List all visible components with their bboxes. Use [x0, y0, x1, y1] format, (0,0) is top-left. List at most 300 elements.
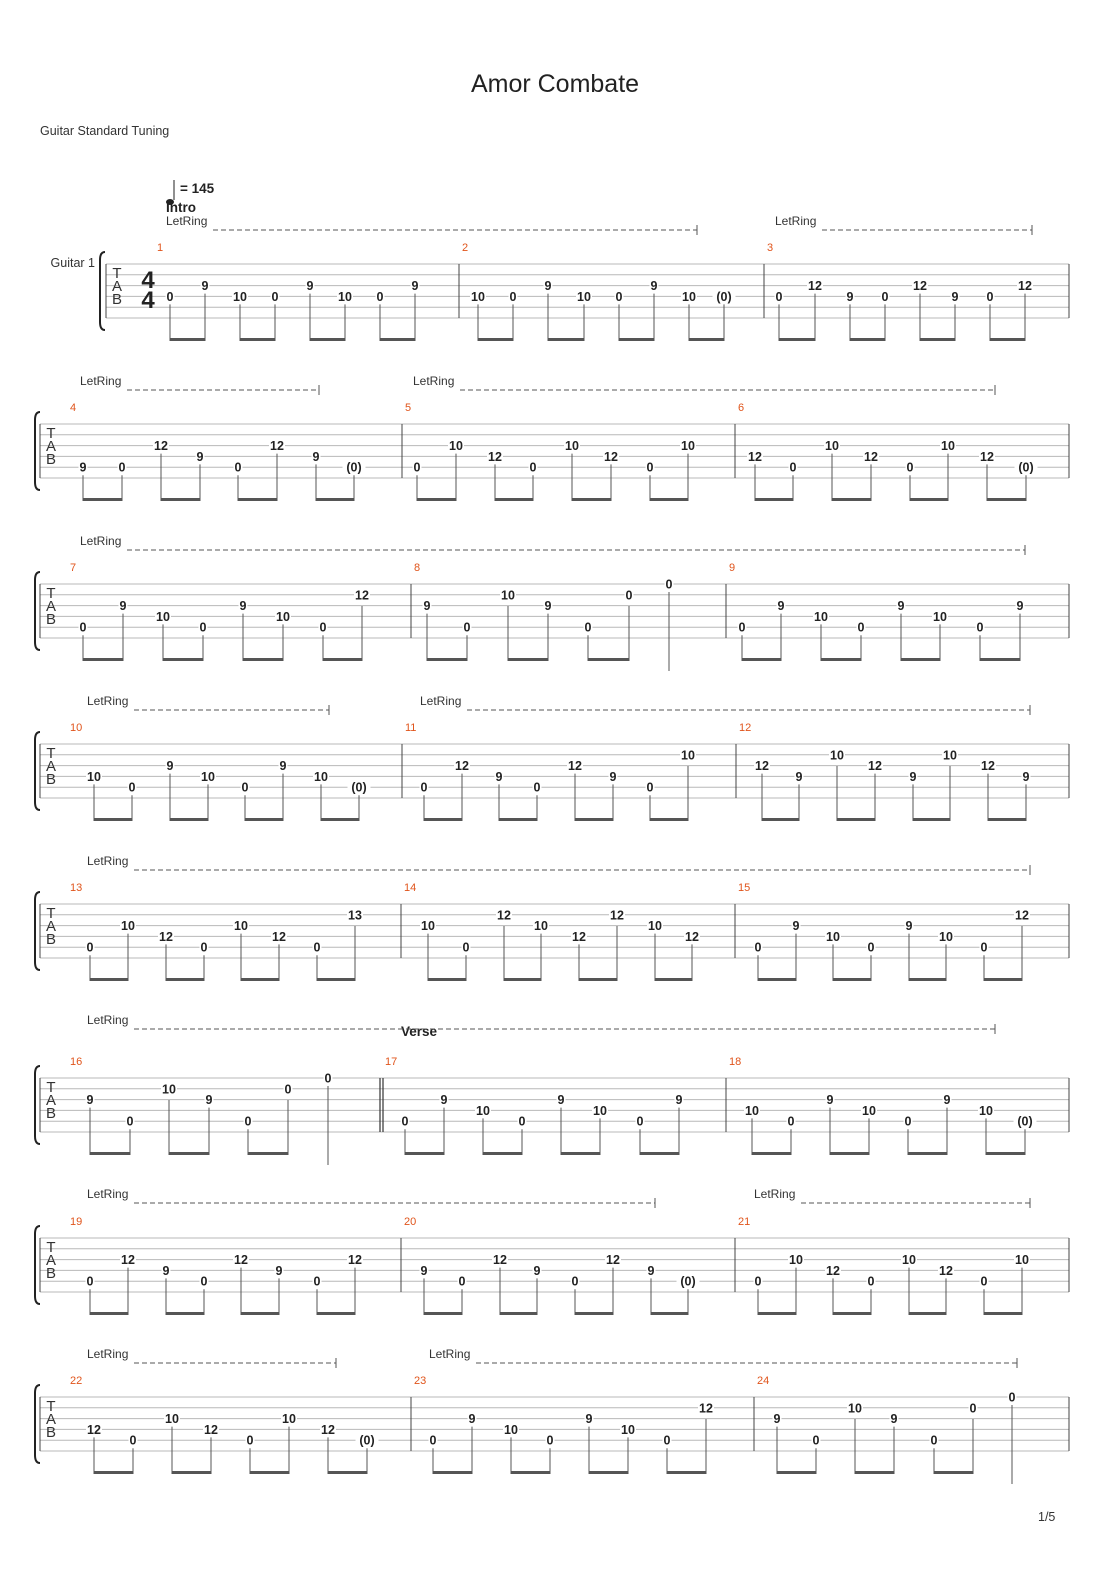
fret-number: 0: [789, 460, 797, 475]
page-number: 1/5: [1038, 1510, 1056, 1524]
fret-number: 0: [129, 1433, 137, 1448]
note-beam: [238, 498, 278, 501]
fret-number: 0: [458, 1274, 466, 1289]
fret-number: 12: [606, 1253, 620, 1268]
fret-number: 0: [244, 1114, 252, 1129]
note-beam: [650, 498, 689, 501]
note-beam: [762, 818, 800, 821]
fret-number: 10: [862, 1103, 876, 1118]
fret-number: 9: [533, 1263, 541, 1278]
fret-number: 12: [748, 449, 762, 464]
time-signature-bottom: 4: [141, 287, 155, 314]
tab-clef-letter: B: [45, 451, 57, 468]
fret-number: 0: [509, 289, 517, 304]
note-beam: [640, 1152, 680, 1155]
fret-number: 0: [313, 940, 321, 955]
fret-number: 0: [246, 1433, 254, 1448]
measure-number: 16: [70, 1056, 83, 1068]
fret-number: 0: [128, 780, 136, 795]
measure-number: 6: [738, 402, 745, 414]
fret-number: 0: [663, 1433, 671, 1448]
fret-number: (0): [1017, 1114, 1033, 1129]
tab-clef-letter: B: [45, 1265, 57, 1282]
fret-number: 9: [79, 460, 87, 475]
fret-number: 0: [463, 620, 471, 635]
note-beam: [380, 338, 416, 341]
note-beam: [163, 658, 204, 661]
letring-label: LetRing: [87, 854, 129, 868]
note-beam: [758, 978, 797, 981]
note-beam: [901, 658, 941, 661]
fret-number: 12: [864, 449, 878, 464]
measure-number: 8: [414, 562, 421, 574]
fret-number: (0): [346, 460, 362, 475]
measure-number: 20: [404, 1216, 417, 1228]
fret-number: 12: [455, 759, 469, 774]
fret-number: 12: [610, 908, 624, 923]
fret-number: 0: [665, 577, 673, 592]
note-beam: [170, 818, 209, 821]
measure-number: 12: [739, 722, 752, 734]
fret-number: 10: [621, 1422, 635, 1437]
fret-number: 12: [87, 1422, 101, 1437]
fret-number: 9: [495, 769, 503, 784]
note-beam: [161, 498, 201, 501]
note-beam: [755, 498, 794, 501]
note-beam: [575, 818, 614, 821]
fret-number: 0: [284, 1082, 292, 1097]
fret-number: 0: [904, 1114, 912, 1129]
fret-number: 9: [440, 1093, 448, 1108]
measure-number: 9: [729, 562, 736, 574]
note-beam: [323, 658, 363, 661]
fret-number: 9: [411, 279, 419, 294]
note-beam: [855, 1471, 895, 1474]
fret-number: 10: [449, 439, 463, 454]
measure-number: 14: [404, 882, 417, 894]
system-brace: [35, 732, 40, 810]
fret-number: 10: [789, 1253, 803, 1268]
fret-number: 10: [681, 439, 695, 454]
letring-label: LetRing: [87, 1013, 129, 1027]
fret-number: 0: [571, 1274, 579, 1289]
letring-label: LetRing: [80, 534, 122, 548]
tab-clef-letter: B: [45, 931, 57, 948]
fret-number: 9: [239, 599, 247, 614]
letring-label: LetRing: [429, 1347, 471, 1361]
fret-number: 0: [200, 940, 208, 955]
fret-number: 10: [825, 439, 839, 454]
note-beam: [742, 658, 782, 661]
measure-number: 5: [405, 402, 412, 414]
note-beam: [241, 1312, 280, 1315]
fret-number: 12: [913, 279, 927, 294]
tab-clef-letter: T: [46, 425, 56, 442]
measure-number: 10: [70, 722, 83, 734]
fret-number: 0: [738, 620, 746, 635]
fret-number: 10: [504, 1422, 518, 1437]
fret-number: 10: [943, 748, 957, 763]
fret-number: 10: [156, 609, 170, 624]
fret-number: (0): [359, 1433, 375, 1448]
fret-number: 12: [568, 759, 582, 774]
note-beam: [94, 1471, 134, 1474]
fret-number: 9: [420, 1263, 428, 1278]
fret-number: 0: [584, 620, 592, 635]
note-beam: [779, 338, 816, 341]
note-beam: [243, 658, 284, 661]
fret-number: 9: [544, 599, 552, 614]
note-beam: [832, 498, 872, 501]
note-beam: [980, 658, 1021, 661]
fret-number: 10: [565, 439, 579, 454]
fret-number: 12: [939, 1263, 953, 1278]
measure-number: 11: [405, 722, 417, 734]
fret-number: 0: [271, 289, 279, 304]
note-beam: [850, 338, 886, 341]
fret-number: 10: [648, 919, 662, 934]
tab-clef-letter: B: [45, 1105, 57, 1122]
letring-label: LetRing: [87, 1187, 129, 1201]
fret-number: 0: [376, 289, 384, 304]
fret-number: 12: [272, 929, 286, 944]
measure-number: 17: [385, 1056, 398, 1068]
note-beam: [241, 978, 280, 981]
fret-number: 12: [980, 449, 994, 464]
note-beam: [417, 498, 457, 501]
fret-number: 0: [126, 1114, 134, 1129]
note-beam: [650, 818, 689, 821]
fret-number: 0: [324, 1071, 332, 1086]
note-beam: [667, 1471, 707, 1474]
note-beam: [589, 1471, 629, 1474]
fret-number: 9: [544, 279, 552, 294]
fret-number: 0: [881, 289, 889, 304]
tab-clef-letter: A: [45, 1092, 57, 1109]
note-beam: [508, 658, 549, 661]
fret-number: 12: [1015, 908, 1029, 923]
note-beam: [483, 1152, 523, 1155]
note-beam: [428, 978, 467, 981]
measure-number: 4: [70, 402, 77, 414]
note-beam: [433, 1471, 473, 1474]
fret-number: 9: [312, 449, 320, 464]
fret-number: 9: [1016, 599, 1024, 614]
note-beam: [500, 1312, 538, 1315]
note-beam: [310, 338, 346, 341]
system-brace: [35, 1385, 40, 1463]
system-brace: [35, 572, 40, 650]
tab-clef-letter: A: [45, 438, 57, 455]
note-beam: [908, 1152, 948, 1155]
fret-number: 10: [233, 289, 247, 304]
fret-number: 10: [745, 1103, 759, 1118]
measure-number: 21: [738, 1216, 751, 1228]
fret-number: 0: [413, 460, 421, 475]
fret-number: 10: [276, 609, 290, 624]
measure-number: 7: [70, 562, 77, 574]
note-beam: [833, 978, 872, 981]
fret-number: 9: [205, 1093, 213, 1108]
fret-number: 9: [275, 1263, 283, 1278]
fret-number: 0: [79, 620, 87, 635]
note-beam: [170, 338, 206, 341]
system-brace: [35, 412, 40, 490]
tab-clef-letter: A: [45, 1252, 57, 1269]
note-beam: [321, 818, 360, 821]
fret-number: 9: [306, 279, 314, 294]
track-label: Guitar 1: [50, 256, 95, 270]
note-beam: [499, 818, 538, 821]
fret-number: 10: [162, 1082, 176, 1097]
tab-clef-letter: B: [111, 291, 123, 308]
fret-number: 9: [846, 289, 854, 304]
fret-number: (0): [1018, 460, 1034, 475]
fret-number: 9: [585, 1412, 593, 1427]
note-beam: [986, 1152, 1026, 1155]
note-beam: [984, 978, 1023, 981]
fret-number: (0): [716, 289, 732, 304]
measure-number: 1: [157, 242, 164, 254]
note-beam: [424, 818, 463, 821]
note-beam: [821, 658, 862, 661]
fret-number: 10: [201, 769, 215, 784]
fret-number: 12: [685, 929, 699, 944]
fret-number: 10: [421, 919, 435, 934]
fret-number: 9: [650, 279, 658, 294]
note-beam: [987, 498, 1027, 501]
fret-number: 0: [976, 620, 984, 635]
note-beam: [166, 1312, 205, 1315]
note-beam: [588, 658, 630, 661]
note-beam: [317, 1312, 356, 1315]
note-beam: [504, 978, 542, 981]
measure-number: 22: [70, 1375, 83, 1387]
fret-number: 10: [933, 609, 947, 624]
fret-number: 10: [1015, 1253, 1029, 1268]
section-marker: Verse: [401, 1024, 438, 1039]
fret-number: 10: [577, 289, 591, 304]
measure-number: 24: [757, 1375, 770, 1387]
fret-number: 10: [848, 1401, 862, 1416]
fret-number: 0: [533, 780, 541, 795]
note-beam: [758, 1312, 797, 1315]
fret-number: 0: [529, 460, 537, 475]
fret-number: 9: [423, 599, 431, 614]
fret-number: 9: [119, 599, 127, 614]
fret-number: 0: [313, 1274, 321, 1289]
fret-number: 0: [754, 1274, 762, 1289]
fret-number: 0: [401, 1114, 409, 1129]
note-beam: [427, 658, 468, 661]
fret-number: 9: [773, 1412, 781, 1427]
measure-number: 23: [414, 1375, 427, 1387]
fret-number: 0: [969, 1401, 977, 1416]
fret-number: 9: [777, 599, 785, 614]
fret-number: 10: [314, 769, 328, 784]
fret-number: 9: [1022, 769, 1030, 784]
fret-number: 12: [808, 279, 822, 294]
note-beam: [833, 1312, 872, 1315]
note-beam: [984, 1312, 1023, 1315]
measure-number: 19: [70, 1216, 83, 1228]
fret-number: 12: [159, 929, 173, 944]
fret-number: 0: [86, 940, 94, 955]
fret-number: (0): [680, 1274, 696, 1289]
fret-number: 0: [625, 588, 633, 603]
fret-number: 10: [121, 919, 135, 934]
fret-number: 10: [902, 1253, 916, 1268]
fret-number: 0: [420, 780, 428, 795]
note-beam: [934, 1471, 974, 1474]
note-beam: [655, 978, 693, 981]
tempo-marking: = 145: [180, 181, 215, 196]
note-beam: [405, 1152, 445, 1155]
letring-label: LetRing: [87, 694, 129, 708]
fret-number: 9: [826, 1093, 834, 1108]
fret-number: 0: [787, 1114, 795, 1129]
fret-number: 9: [795, 769, 803, 784]
note-beam: [511, 1471, 551, 1474]
fret-number: 0: [199, 620, 207, 635]
fret-number: 10: [234, 919, 248, 934]
note-beam: [328, 1471, 368, 1474]
fret-number: 9: [166, 759, 174, 774]
fret-number: 12: [355, 588, 369, 603]
fret-number: 12: [699, 1401, 713, 1416]
measure-number: 13: [70, 882, 83, 894]
fret-number: 0: [906, 460, 914, 475]
letring-label: LetRing: [754, 1187, 796, 1201]
fret-number: 0: [646, 780, 654, 795]
note-beam: [920, 338, 956, 341]
fret-number: 0: [546, 1433, 554, 1448]
fret-number: 10: [165, 1412, 179, 1427]
note-beam: [651, 1312, 689, 1315]
note-beam: [248, 1152, 289, 1155]
measure-number: 18: [729, 1056, 742, 1068]
fret-number: 0: [429, 1433, 437, 1448]
note-beam: [913, 818, 951, 821]
fret-number: 10: [471, 289, 485, 304]
note-beam: [572, 498, 612, 501]
letring-label: LetRing: [413, 374, 455, 388]
tab-clef-letter: T: [46, 1398, 56, 1415]
note-beam: [317, 978, 356, 981]
tab-clef-letter: T: [112, 265, 122, 282]
fret-number: 9: [557, 1093, 565, 1108]
note-beam: [424, 1312, 463, 1315]
note-beam: [988, 818, 1027, 821]
fret-number: 12: [572, 929, 586, 944]
tab-clef-letter: B: [45, 611, 57, 628]
fret-number: 0: [930, 1433, 938, 1448]
fret-number: 10: [830, 748, 844, 763]
note-beam: [166, 978, 205, 981]
section-marker: Intro: [166, 200, 196, 215]
fret-number: 12: [868, 759, 882, 774]
system-brace: [35, 892, 40, 970]
fret-number: 0: [636, 1114, 644, 1129]
fret-number: 10: [593, 1103, 607, 1118]
note-beam: [910, 498, 949, 501]
fret-number: 0: [615, 289, 623, 304]
time-signature-top: 4: [141, 267, 155, 294]
fret-number: 10: [681, 748, 695, 763]
tab-clef-letter: T: [46, 1239, 56, 1256]
fret-number: 10: [941, 439, 955, 454]
tab-clef-letter: T: [46, 905, 56, 922]
fret-number: 0: [646, 460, 654, 475]
note-beam: [752, 1152, 792, 1155]
fret-number: 9: [943, 1093, 951, 1108]
fret-number: 0: [980, 940, 988, 955]
fret-number: 10: [682, 289, 696, 304]
fret-number: 12: [826, 1263, 840, 1278]
note-beam: [169, 1152, 210, 1155]
fret-number: 10: [501, 588, 515, 603]
note-beam: [575, 1312, 614, 1315]
note-beam: [240, 338, 276, 341]
fret-number: 0: [754, 940, 762, 955]
measure-number: 15: [738, 882, 751, 894]
fret-number: 12: [981, 759, 995, 774]
fret-number: 9: [196, 449, 204, 464]
fret-number: 9: [792, 919, 800, 934]
fret-number: 12: [497, 908, 511, 923]
fret-number: 9: [86, 1093, 94, 1108]
letring-label: LetRing: [166, 214, 208, 228]
fret-number: 0: [462, 940, 470, 955]
song-title: Amor Combate: [470, 70, 640, 98]
fret-number: 12: [121, 1253, 135, 1268]
fret-number: 10: [534, 919, 548, 934]
fret-number: 9: [675, 1093, 683, 1108]
tab-clef-letter: A: [111, 278, 123, 295]
note-beam: [548, 338, 585, 341]
fret-number: 0: [241, 780, 249, 795]
fret-number: 0: [775, 289, 783, 304]
fret-number: 9: [897, 599, 905, 614]
note-beam: [172, 1471, 212, 1474]
note-beam: [90, 1312, 129, 1315]
tab-clef-letter: A: [45, 1411, 57, 1428]
note-beam: [478, 338, 514, 341]
letring-label: LetRing: [420, 694, 462, 708]
note-beam: [495, 498, 534, 501]
fret-number: 0: [986, 289, 994, 304]
letring-label: LetRing: [87, 1347, 129, 1361]
tab-clef-letter: B: [45, 771, 57, 788]
note-beam: [579, 978, 618, 981]
tab-clef-letter: A: [45, 758, 57, 775]
fret-number: 9: [162, 1263, 170, 1278]
fret-number: 10: [939, 929, 953, 944]
note-beam: [90, 978, 129, 981]
measure-number: 2: [462, 242, 469, 254]
tuning-label: Guitar Standard Tuning: [40, 124, 170, 138]
tab-clef-letter: T: [46, 745, 56, 762]
note-beam: [777, 1471, 817, 1474]
fret-number: 9: [609, 769, 617, 784]
fret-number: 12: [488, 449, 502, 464]
fret-number: 0: [867, 940, 875, 955]
fret-number: 12: [604, 449, 618, 464]
fret-number: 9: [468, 1412, 476, 1427]
fret-number: 0: [867, 1274, 875, 1289]
note-beam: [316, 498, 355, 501]
tab-clef-letter: A: [45, 918, 57, 935]
